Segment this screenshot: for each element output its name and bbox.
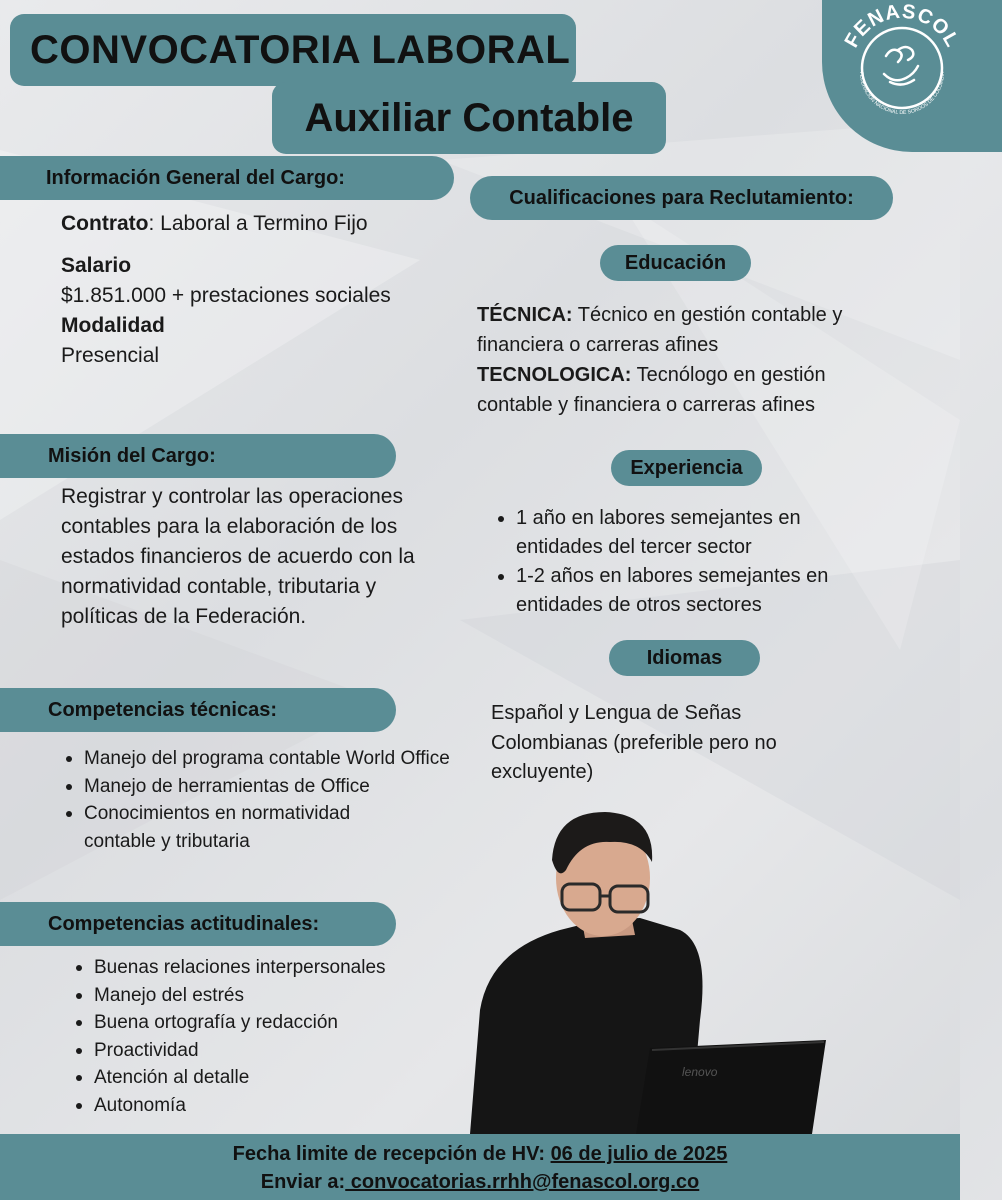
list-item: Conocimientos en normatividad contable y tributaria: [60, 800, 400, 855]
deadline-value: 06 de julio de 2025: [550, 1143, 728, 1165]
education-technological: [477, 360, 897, 420]
general-info-heading: Información General del Cargo:: [0, 156, 454, 200]
contract-value: : Laboral a Termino Fijo: [148, 212, 368, 235]
mission-text: Registrar y controlar las operaciones contables para la elaboración de los estados financieros de acuerdo con la normatividad contable, tributaria y políticas de la Federación.: [61, 485, 415, 628]
technological-label: TECNOLOGICA:: [477, 364, 632, 386]
send-line: [0, 1168, 960, 1196]
page-title: CONVOCATORIA LABORAL: [10, 14, 576, 86]
qualifications-heading: Cualificaciones para Reclutamiento:: [470, 176, 893, 220]
salary-label: Salario: [61, 254, 132, 277]
svg-text:FENASCOL: FENASCOL: [840, 2, 964, 52]
technical-skills-list: [60, 745, 460, 855]
contract-line: [61, 209, 421, 239]
mission-heading: Misión del Cargo:: [0, 434, 396, 478]
person-with-laptop-photo: [440, 800, 860, 1134]
experience-heading: Experiencia: [611, 450, 762, 486]
list-item: Atención al detalle: [70, 1064, 450, 1092]
education-heading: Educación: [600, 245, 751, 281]
technical-skills-heading: Competencias técnicas:: [0, 688, 396, 732]
technological-value: Tecnólogo en gestión contable y financiera o carreras afines: [477, 364, 826, 416]
salary-value: $1.851.000 + prestaciones sociales: [61, 284, 391, 307]
footer-banner: [0, 1134, 960, 1200]
job-title: Auxiliar Contable: [272, 82, 666, 154]
list-item: Autonomía: [70, 1092, 450, 1120]
general-info-block: [61, 209, 421, 371]
mode-label: Modalidad: [61, 314, 165, 337]
languages-heading: Idiomas: [609, 640, 760, 676]
email-link[interactable]: convocatorias.rrhh@fenascol.org.co: [345, 1171, 700, 1193]
send-label: Enviar a:: [260, 1171, 346, 1193]
list-item: Proactividad: [70, 1037, 450, 1065]
deadline-line: [0, 1140, 960, 1168]
logo-emblem: [840, 2, 964, 126]
fenascol-logo: [822, 0, 1002, 152]
attitudinal-skills-heading: Competencias actitudinales:: [0, 902, 396, 946]
list-item: Buenas relaciones interpersonales: [70, 954, 450, 982]
mode-value: Presencial: [61, 344, 160, 367]
list-item: 1-2 años en labores semejantes en entidades de otros sectores: [492, 562, 882, 620]
experience-list: [492, 504, 882, 620]
education-text: [477, 300, 897, 420]
contract-label: Contrato: [61, 212, 149, 235]
list-item: Buena ortografía y redacción: [70, 1009, 450, 1037]
technical-label: TÉCNICA:: [477, 304, 573, 326]
education-technical: [477, 300, 897, 360]
svg-text:FEDERACIÓN NACIONAL DE SORDOS: FEDERACIÓN NACIONAL DE SORDOS DE COLOMBIA: [857, 71, 947, 117]
list-item: Manejo de herramientas de Office: [60, 773, 460, 801]
list-item: 1 año en labores semejantes en entidades del tercer sector: [492, 504, 882, 562]
svg-text:lenovo: lenovo: [682, 1065, 718, 1079]
technical-value: Técnico en gestión contable y financiera o carreras afines: [477, 304, 843, 356]
attitudinal-skills-list: [70, 954, 450, 1119]
languages-text: Español y Lengua de Señas Colombianas (preferible pero no excluyente): [491, 702, 777, 783]
list-item: Manejo del programa contable World Office: [60, 745, 460, 773]
deadline-label: Fecha limite de recepción de HV:: [232, 1143, 551, 1165]
list-item: Manejo del estrés: [70, 982, 450, 1010]
